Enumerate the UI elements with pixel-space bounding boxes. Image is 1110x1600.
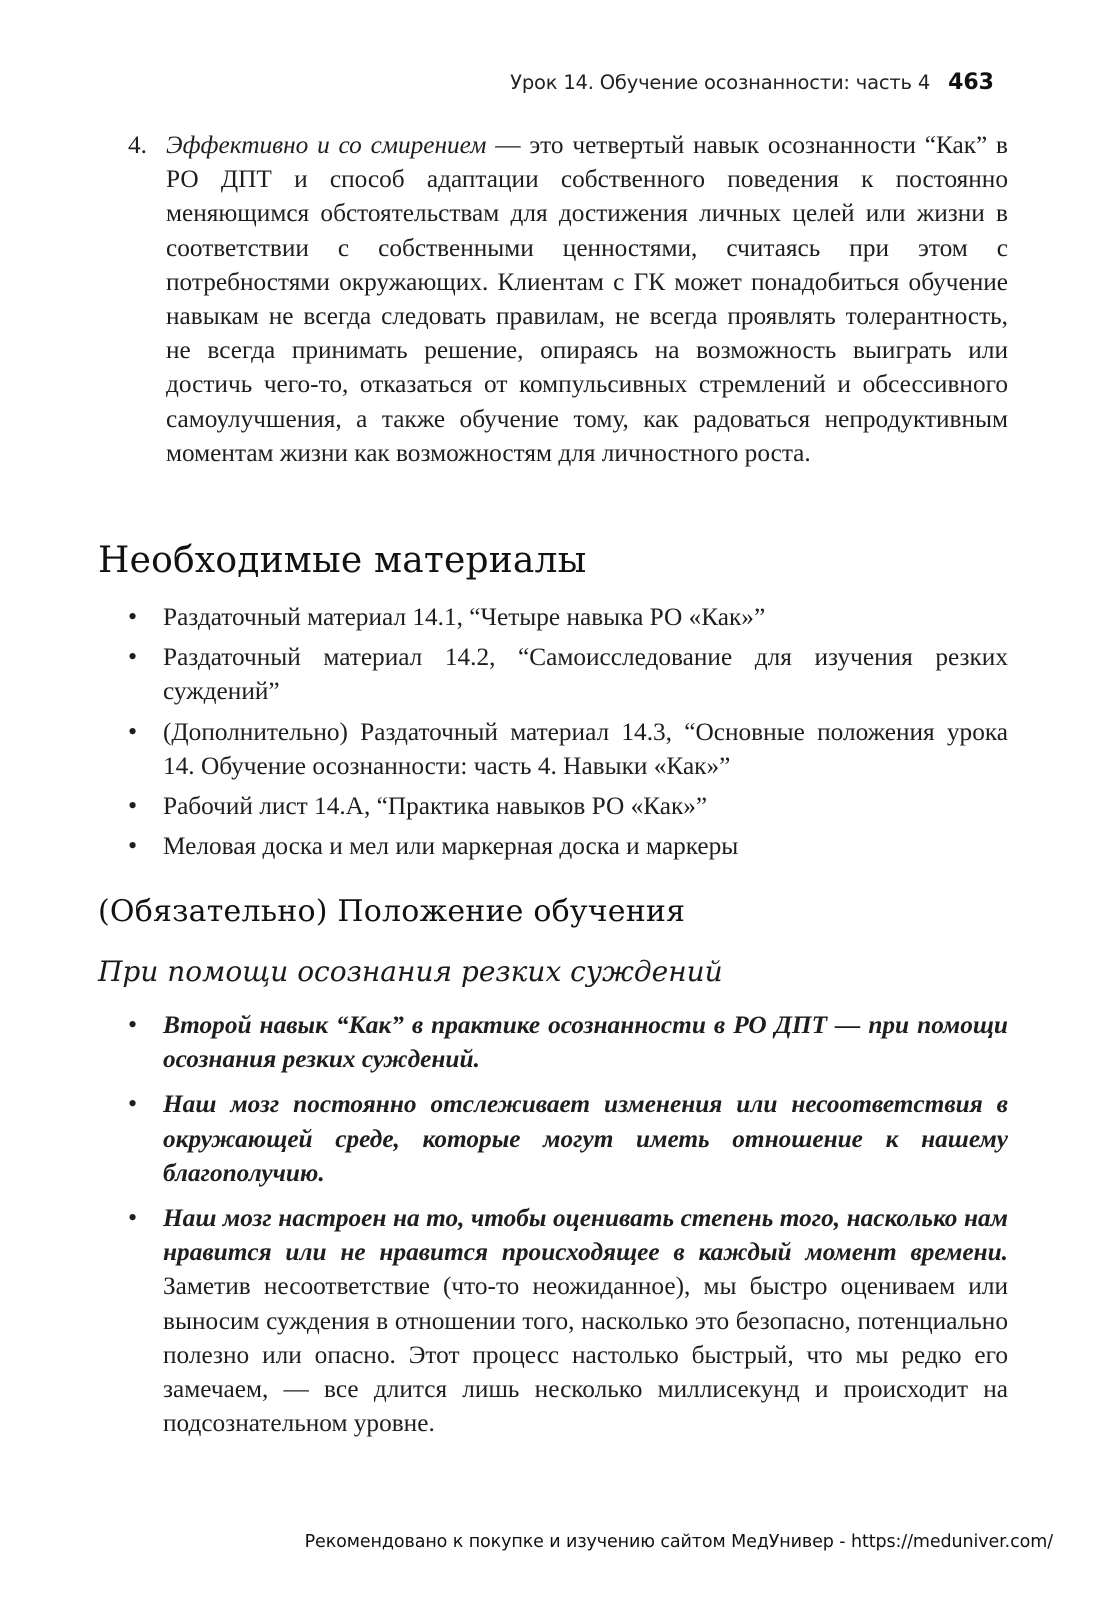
italic-lead: Эффективно и со смирением [166, 131, 487, 159]
materials-list [128, 600, 1008, 869]
learning-point-list [128, 1008, 1008, 1451]
list-item: • Меловая доска и мел или маркерная доска и маркеры [128, 829, 1008, 863]
item-number: 4. [128, 131, 147, 159]
item-paragraph [166, 128, 1008, 470]
learning-point-subheading: При помощи осознания резких суждений [98, 955, 723, 988]
materials-heading: Необходимые материалы [98, 540, 587, 581]
running-title: Урок 14. Обучение осознанности: часть 4 [510, 71, 931, 94]
page-number: 463 [948, 70, 994, 95]
footer-recommendation: Рекомендовано к покупке и изучению сайтом МедУнивер - https://meduniver.com/ [304, 1532, 1053, 1552]
numbered-item-4 [128, 128, 1008, 470]
list-item: • Рабочий лист 14.А, “Практика навыков РО «Как»” [128, 789, 1008, 823]
list-item: • (Дополнительно) Раздаточный материал 14.3, “Основные положения урока 14. Обучение осознанности: часть 4. Навыки «Как»” [128, 715, 1008, 783]
learning-point-heading: (Обязательно) Положение обучения [98, 894, 686, 929]
list-item [128, 1008, 1008, 1076]
running-header [510, 70, 994, 104]
list-item: • Раздаточный материал 14.1, “Четыре навыка РО «Как»” [128, 600, 1008, 634]
bold-italic-text: Второй навык “Как” в практике осознанности в РО ДПТ — при помощи осознания резких суждений. [163, 1011, 1008, 1074]
bold-italic-text: Наш мозг настроен на то, чтобы оценивать степень того, насколько нам нравится или не нравится происходящее в каждый момент времени. [163, 1204, 1008, 1267]
item-body-text: — это четвертый навык осознанности “Как” в РО ДПТ и способ адаптации собственного поведения к постоянно меняющимся обстоятельствам для достижения личных целей или жизни в соответствии с собственными ценностями, считаясь при этом с потребностями окружающих. Клиентам с ГК может понадобиться обучение навыкам не всегда следовать правилам, не всегда проявлять толерантность, не всегда принимать решение, опираясь на возможность выиграть или достичь чего-то, отказаться от компульсивных стремлений и обсессивного самоулучшения, а также обучение тому, как радоваться непродуктивным моментам жизни как возможностям для личностного роста. [166, 131, 1008, 467]
list-item [128, 1201, 1008, 1440]
list-item [128, 1087, 1008, 1190]
regular-text: Заметив несоответствие (что-то неожиданное), мы быстро оцениваем или выносим суждения в отношении того, насколько это безопасно, потенциально полезно или опасно. Этот процесс настолько быстрый, что мы редко его замечаем, — все длится лишь несколько миллисекунд и происходит на подсознательном уровне. [163, 1272, 1008, 1438]
list-item: • Раздаточный материал 14.2, “Самоисследование для изучения резких суждений” [128, 640, 1008, 708]
bold-italic-text: Наш мозг постоянно отслеживает изменения или несоответствия в окружающей среде, которые могут иметь отношение к нашему благополучию. [163, 1090, 1008, 1187]
